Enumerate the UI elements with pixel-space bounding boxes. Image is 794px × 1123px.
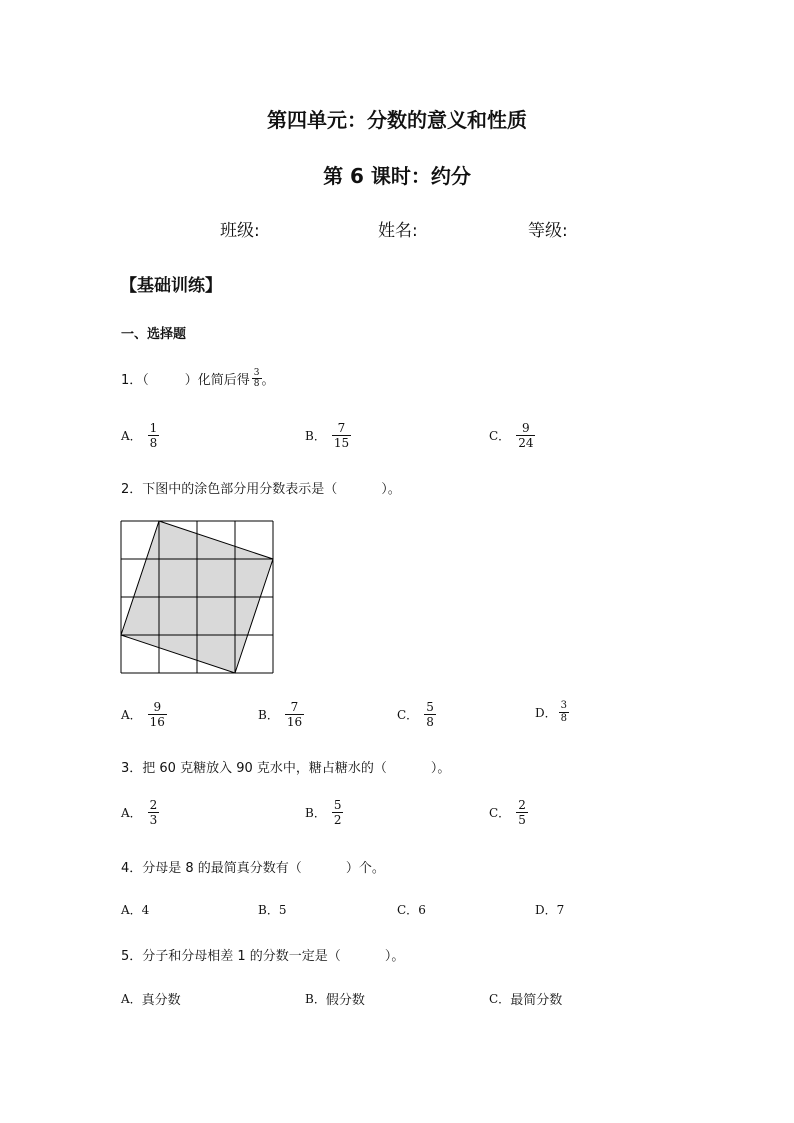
question-4 <box>121 857 385 876</box>
q4-option-c[interactable] <box>397 901 426 918</box>
q2-option-c[interactable] <box>397 700 436 729</box>
fraction-numerator: 7 <box>290 700 299 714</box>
grid-lines <box>121 521 273 673</box>
option-letter: A． <box>121 429 142 443</box>
option-letter: B． <box>305 429 326 443</box>
fraction-numerator: 1 <box>149 421 158 435</box>
shaded-grid-figure <box>120 520 274 675</box>
fraction-denominator: 2 <box>333 813 342 827</box>
q3-option-b[interactable] <box>305 798 343 827</box>
option-fraction <box>148 798 160 827</box>
option-fraction <box>148 700 167 729</box>
q4-option-d[interactable] <box>535 901 564 918</box>
option-text: 6 <box>418 902 426 917</box>
fraction-numerator: 2 <box>518 798 526 812</box>
fraction-denominator: 3 <box>149 813 158 827</box>
q1-option-c[interactable] <box>489 421 535 450</box>
option-text: 真分数 <box>141 993 181 1008</box>
q3-option-c[interactable] <box>489 798 528 827</box>
question-5-prefix: 5．分子和分母相差 1 的分数一定是（ <box>121 949 341 964</box>
class-label: 班级: <box>220 221 260 241</box>
q1-option-b[interactable] <box>305 421 351 450</box>
question-1-suffix: ）化简后得 <box>184 373 250 388</box>
option-letter: A． <box>121 708 142 722</box>
q2-option-b[interactable] <box>258 700 304 729</box>
fraction-denominator: 16 <box>286 715 303 729</box>
fraction-denominator: 24 <box>518 436 534 450</box>
fraction-denominator: 8 <box>560 713 567 724</box>
q5-option-a[interactable] <box>121 989 181 1008</box>
page-title: 第四单元：分数的意义和性质 <box>267 108 527 132</box>
question-3-prefix: 3．把 60 克糖放入 90 克水中，糖占糖水的（ <box>121 761 387 776</box>
option-letter: C． <box>489 806 511 820</box>
option-text: 4 <box>141 902 150 917</box>
fraction-denominator: 5 <box>518 813 526 827</box>
option-letter: C． <box>489 992 511 1006</box>
question-5-suffix: ）。 <box>384 949 405 964</box>
option-text: 最简分数 <box>510 993 563 1008</box>
option-letter: A． <box>121 903 142 917</box>
question-1 <box>121 368 275 389</box>
fraction-numerator: 2 <box>149 798 158 812</box>
option-letter: D． <box>535 903 557 917</box>
fraction-numerator: 3 <box>253 368 260 378</box>
option-fraction <box>516 798 528 827</box>
option-letter: A． <box>121 992 142 1006</box>
option-fraction <box>424 700 436 729</box>
q4-option-a[interactable] <box>121 901 149 918</box>
section-subheading: 一、选择题 <box>121 327 187 342</box>
q5-option-b[interactable] <box>305 989 365 1008</box>
option-letter: C． <box>489 429 511 443</box>
lesson-subtitle: 第 6 课时：约分 <box>323 164 471 188</box>
q4-option-b[interactable] <box>258 901 286 918</box>
option-letter: D． <box>535 706 557 720</box>
option-fraction <box>332 421 351 450</box>
option-letter: A． <box>121 806 142 820</box>
option-letter: B． <box>305 992 326 1006</box>
question-1-end: 。 <box>261 373 275 388</box>
option-fraction <box>559 700 569 725</box>
question-2-prefix: 2．下图中的涂色部分用分数表示是（ <box>121 482 338 497</box>
question-5 <box>121 945 404 964</box>
question-1-prefix: 1．（ <box>121 373 149 388</box>
question-4-suffix: ）个。 <box>345 861 385 876</box>
section-heading: 【基础训练】 <box>120 276 222 296</box>
option-fraction <box>148 421 160 450</box>
option-letter: C． <box>397 708 419 722</box>
option-text: 假分数 <box>325 993 365 1008</box>
q2-option-a[interactable] <box>121 700 167 729</box>
fraction-numerator: 7 <box>337 421 346 435</box>
option-fraction <box>332 798 344 827</box>
name-label: 姓名: <box>378 221 418 241</box>
q2-option-d[interactable] <box>535 700 569 725</box>
fraction-numerator: 5 <box>426 700 434 714</box>
fraction-numerator: 3 <box>560 700 567 711</box>
fraction-denominator: 8 <box>253 379 260 389</box>
option-letter: B． <box>305 806 326 820</box>
question-3-suffix: ）。 <box>430 761 451 776</box>
question-3 <box>121 757 450 776</box>
option-fraction <box>516 421 535 450</box>
option-letter: B． <box>258 903 279 917</box>
option-fraction <box>285 700 304 729</box>
fraction-numerator: 5 <box>333 798 342 812</box>
question-4-prefix: 4．分母是 8 的最简真分数有（ <box>121 861 302 876</box>
fraction-numerator: 9 <box>522 421 530 435</box>
grade-label: 等级: <box>528 221 568 241</box>
fraction-denominator: 8 <box>426 715 434 729</box>
option-text: 5 <box>278 902 287 917</box>
question-2-suffix: ）。 <box>381 482 401 497</box>
question-1-fraction <box>252 368 262 389</box>
fraction-denominator: 8 <box>149 436 158 450</box>
fraction-denominator: 15 <box>333 436 350 450</box>
fraction-numerator: 9 <box>153 700 162 714</box>
q3-option-a[interactable] <box>121 798 159 827</box>
option-letter: C． <box>397 903 419 917</box>
option-text: 7 <box>556 902 565 917</box>
question-2 <box>121 478 401 497</box>
q5-option-c[interactable] <box>489 989 562 1008</box>
option-letter: B． <box>258 708 279 722</box>
fraction-denominator: 16 <box>149 715 165 729</box>
q1-option-a[interactable] <box>121 421 159 450</box>
